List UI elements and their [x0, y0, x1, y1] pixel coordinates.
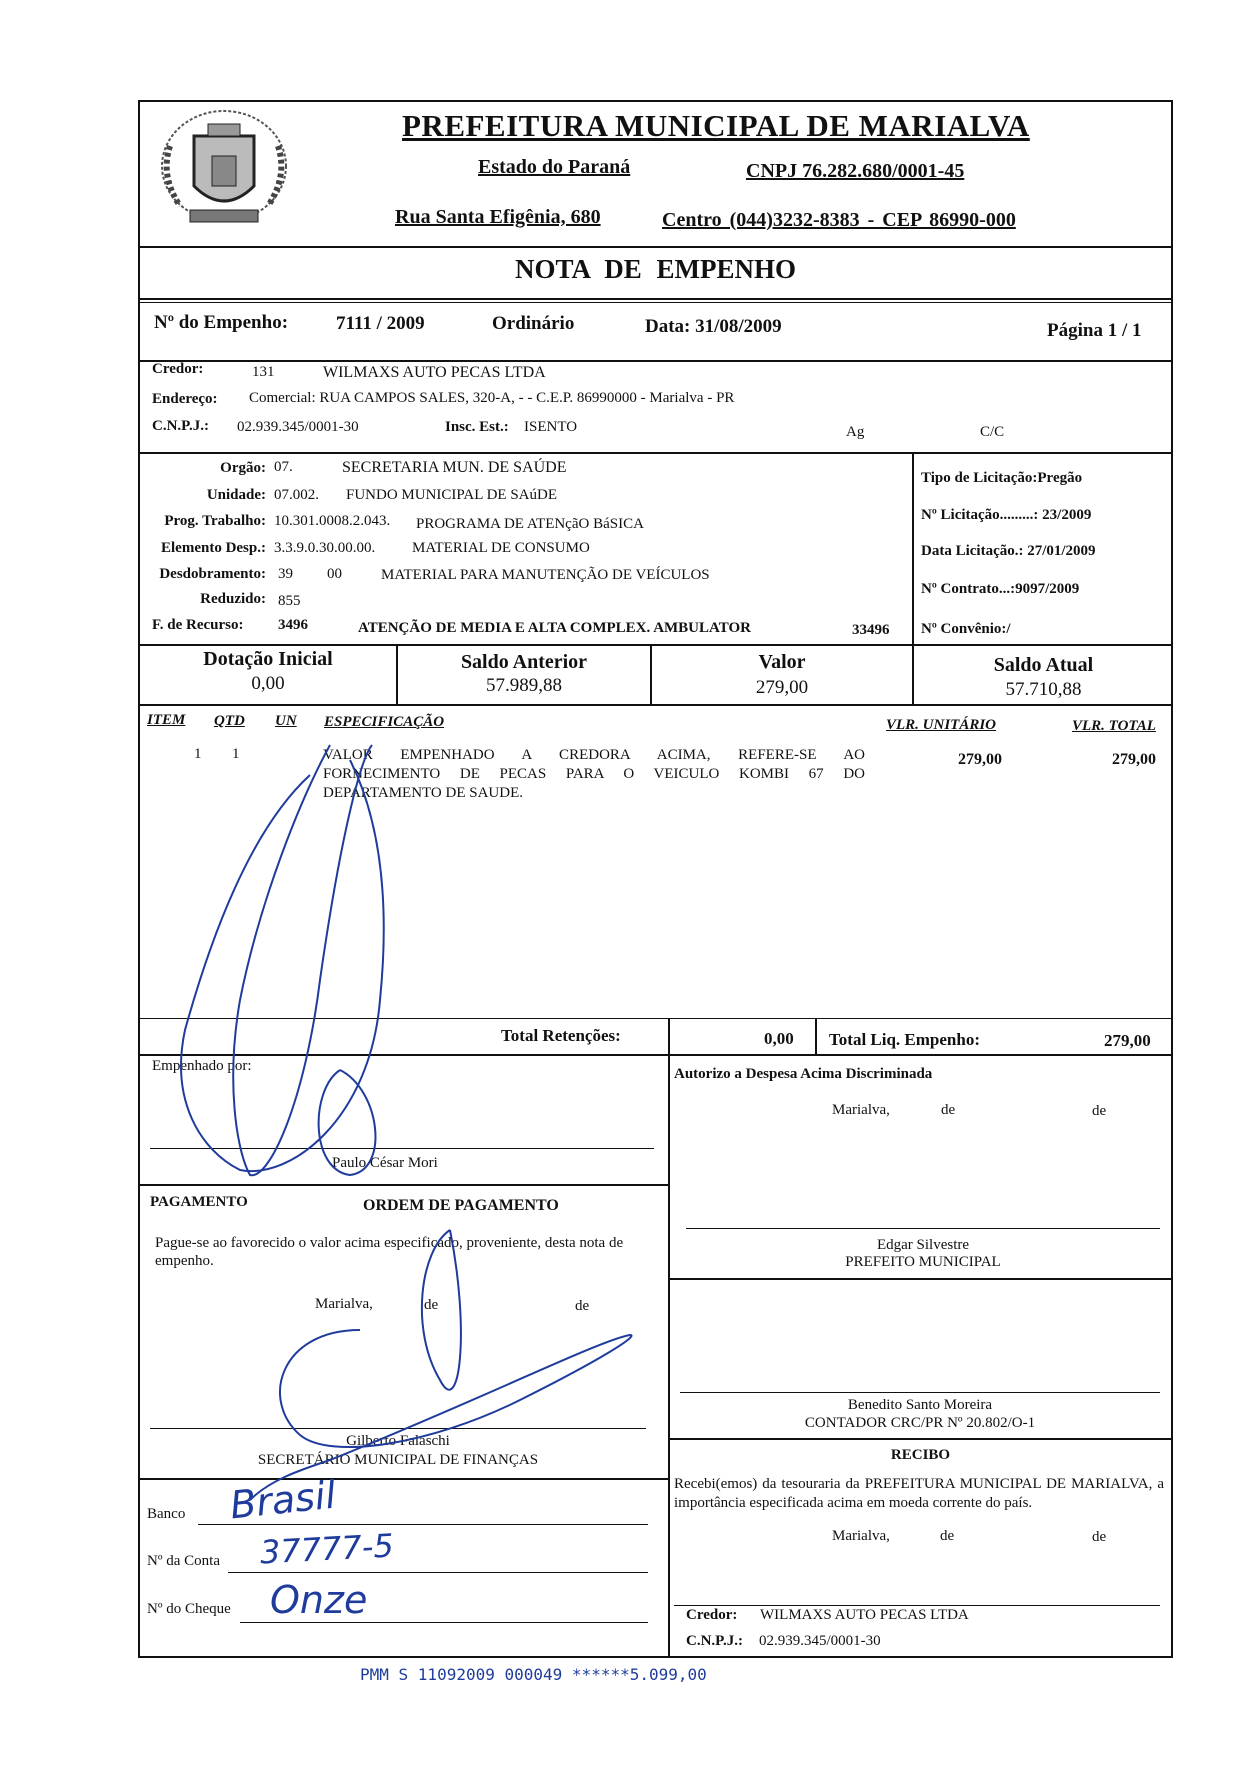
- autorizo-signer-name: Edgar Silvestre: [876, 1237, 970, 1253]
- recibo-de-1: de: [940, 1528, 955, 1544]
- desdobramento-code2: 00: [327, 566, 342, 582]
- numero-licitacao: Nº Licitação.........: 23/2009: [921, 507, 1092, 523]
- pagamento-de-2: de: [575, 1298, 590, 1314]
- insc-label: Insc. Est.:: [445, 419, 509, 435]
- state-label: Estado do Paraná: [478, 156, 631, 178]
- credor-code: 131: [252, 364, 275, 380]
- tipo-licitacao: Tipo de Licitação:Pregão: [921, 470, 1083, 486]
- page-number: Página 1 / 1: [1047, 320, 1142, 341]
- coat-of-arms-logo: [150, 106, 298, 236]
- recibo-credor-label: Credor:: [686, 1607, 738, 1623]
- col-especificacao-header: ESPECIFICAÇÃO: [324, 714, 445, 730]
- col-un-header: UN: [275, 713, 297, 729]
- autorizo-signer-role: PREFEITO MUNICIPAL: [845, 1254, 1001, 1270]
- agency-label: Ag: [846, 424, 865, 440]
- pagamento-de-1: de: [424, 1297, 439, 1313]
- insc-value: ISENTO: [524, 419, 578, 435]
- elemento-label: Elemento Desp.:: [161, 540, 266, 556]
- valor-value: 279,00: [755, 677, 809, 698]
- prog-label: Prog. Trabalho:: [164, 513, 266, 529]
- desdobramento-code1: 39: [278, 566, 293, 582]
- retencoes-label: Total Retenções:: [501, 1026, 621, 1045]
- item-qtd: 1: [232, 746, 240, 762]
- payment-stamp: PMM S 11092009 000049 ******5.099,00: [360, 1665, 707, 1684]
- unidade-label: Unidade:: [206, 487, 266, 503]
- item-total-value: 279,00: [1112, 751, 1156, 768]
- numero-contrato: Nº Contrato...:9097/2009: [921, 581, 1080, 597]
- desdobramento-label: Desdobramento:: [159, 566, 266, 582]
- cnpj-label: CNPJ 76.282.680/0001-45: [746, 160, 965, 182]
- orgao-code: 07.: [274, 459, 293, 475]
- retencoes-value: 0,00: [764, 1029, 794, 1048]
- banco-label: Banco: [147, 1506, 186, 1522]
- pagamento-signer-role: SECRETÁRIO MUNICIPAL DE FINANÇAS: [257, 1452, 539, 1468]
- prog-name: PROGRAMA DE ATENçãO BáSICA: [416, 516, 644, 532]
- credor-cnpj: 02.939.345/0001-30: [237, 419, 359, 435]
- contador-name: Benedito Santo Moreira: [847, 1397, 993, 1413]
- item-specification: VALOR EMPENHADO A CREDORA ACIMA, REFERE-SE AO FORNECIMENTO DE PECAS PARA O VEICULO KOMBI 67 DO DEPARTAMENTO DE SAUDE.: [323, 747, 865, 801]
- credor-label: Credor:: [152, 361, 204, 377]
- recurso-name: ATENÇÃO DE MEDIA E ALTA COMPLEX. AMBULATOR: [358, 620, 751, 636]
- empenhado-por-name: Paulo César Mori: [332, 1155, 438, 1171]
- conta-handwritten: 37777-5: [259, 1526, 395, 1572]
- recibo-cnpj-label: C.N.P.J.:: [686, 1633, 743, 1649]
- data-licitacao: Data Licitação.: 27/01/2009: [921, 543, 1096, 559]
- cheque-handwritten: Onze: [270, 1578, 368, 1622]
- street-label: Rua Santa Efigênia, 680: [395, 206, 601, 228]
- reduzido-code: 855: [278, 593, 301, 609]
- desdobramento-name: MATERIAL PARA MANUTENÇÃO DE VEÍCULOS: [381, 567, 710, 583]
- credor-address: Comercial: RUA CAMPOS SALES, 320-A, - - C.E.P. 86990000 - Marialva - PR: [249, 390, 735, 406]
- autorizo-de-1: de: [941, 1102, 956, 1118]
- orgao-name: SECRETARIA MUN. DE SAÚDE: [342, 459, 567, 476]
- pagamento-place: Marialva,: [315, 1296, 373, 1312]
- address-field-label: Endereço:: [152, 391, 218, 407]
- recibo-text: Recebi(emos) da tesouraria da PREFEITURA MUNICIPAL DE MARIALVA, a importância especificada acima em moeda corrente do país.: [674, 1476, 1164, 1511]
- item-unit-value: 279,00: [958, 751, 1002, 768]
- prog-code: 10.301.0008.2.043.: [274, 513, 391, 529]
- recibo-credor-name: WILMAXS AUTO PECAS LTDA: [760, 1607, 969, 1623]
- recibo-de-2: de: [1092, 1529, 1107, 1545]
- table-row: [140, 746, 1170, 816]
- pagamento-signer-name: Gilberto Falaschi: [346, 1433, 450, 1449]
- credor-cnpj-label: C.N.P.J.:: [152, 418, 209, 434]
- orgao-label: Orgão:: [220, 460, 266, 476]
- saldo-atual-value: 57.710,88: [1005, 679, 1082, 700]
- item-number: 1: [194, 746, 202, 762]
- conta-label: Nº da Conta: [147, 1553, 220, 1569]
- unidade-code: 07.002.: [274, 487, 319, 503]
- col-total-header: VLR. TOTAL: [1072, 718, 1156, 734]
- recurso-code: 3496: [278, 617, 308, 633]
- pagamento-text: Pague-se ao favorecido o valor acima especificado, proveniente, desta nota de empenho.: [155, 1235, 624, 1269]
- dotacao-value: 0,00: [251, 673, 285, 694]
- pagamento-title: PAGAMENTO: [150, 1194, 248, 1210]
- elemento-name: MATERIAL DE CONSUMO: [412, 540, 590, 556]
- account-label: C/C: [980, 424, 1005, 440]
- col-unit-value-header: VLR. UNITÁRIO: [886, 717, 997, 733]
- autorizo-place: Marialva,: [832, 1102, 890, 1118]
- reduzido-label: Reduzido:: [200, 591, 266, 607]
- prefeitura-title: PREFEITURA MUNICIPAL DE MARIALVA: [402, 108, 1030, 143]
- autorizo-title: Autorizo a Despesa Acima Discriminada: [674, 1066, 933, 1082]
- empenho-type: Ordinário: [492, 313, 575, 334]
- saldo-anterior-label: Saldo Anterior: [460, 651, 588, 673]
- recibo-place: Marialva,: [832, 1528, 890, 1544]
- recibo-title: RECIBO: [890, 1447, 951, 1463]
- empenho-number-label: Nº do Empenho:: [154, 312, 289, 333]
- valor-label: Valor: [758, 651, 806, 673]
- cheque-label: Nº do Cheque: [147, 1601, 231, 1617]
- elemento-code: 3.3.9.0.30.00.00.: [274, 540, 376, 556]
- contador-role: CONTADOR CRC/PR Nº 20.802/O-1: [804, 1415, 1036, 1431]
- empenho-date: Data: 31/08/2009: [645, 316, 782, 337]
- col-item-header: ITEM: [147, 712, 186, 728]
- autorizo-de-2: de: [1092, 1103, 1107, 1119]
- total-liquido-value: 279,00: [1104, 1031, 1151, 1050]
- banco-handwritten: Brasil: [227, 1472, 338, 1528]
- dotacao-label: Dotação Inicial: [203, 648, 333, 670]
- document-title: NOTA DE EMPENHO: [514, 254, 797, 284]
- saldo-anterior-value: 57.989,88: [486, 675, 562, 696]
- ordem-pagamento-title: ORDEM DE PAGAMENTO: [363, 1197, 559, 1214]
- unidade-name: FUNDO MUNICIPAL DE SAúDE: [346, 487, 557, 503]
- recibo-cnpj: 02.939.345/0001-30: [759, 1633, 881, 1649]
- col-qtd-header: QTD: [214, 713, 245, 729]
- address-label: Centro (044)3232-8383 - CEP 86990-000: [662, 209, 1016, 231]
- empenhado-por-label: Empenhado por:: [152, 1058, 252, 1074]
- saldo-atual-label: Saldo Atual: [993, 654, 1094, 676]
- empenho-number: 7111 / 2009: [336, 313, 425, 334]
- total-liquido-label: Total Liq. Empenho:: [829, 1030, 980, 1049]
- numero-convenio: Nº Convênio:/: [921, 621, 1011, 637]
- recurso-label: F. de Recurso:: [152, 617, 244, 633]
- credor-name: WILMAXS AUTO PECAS LTDA: [323, 364, 546, 381]
- recurso-number: 33496: [852, 622, 890, 638]
